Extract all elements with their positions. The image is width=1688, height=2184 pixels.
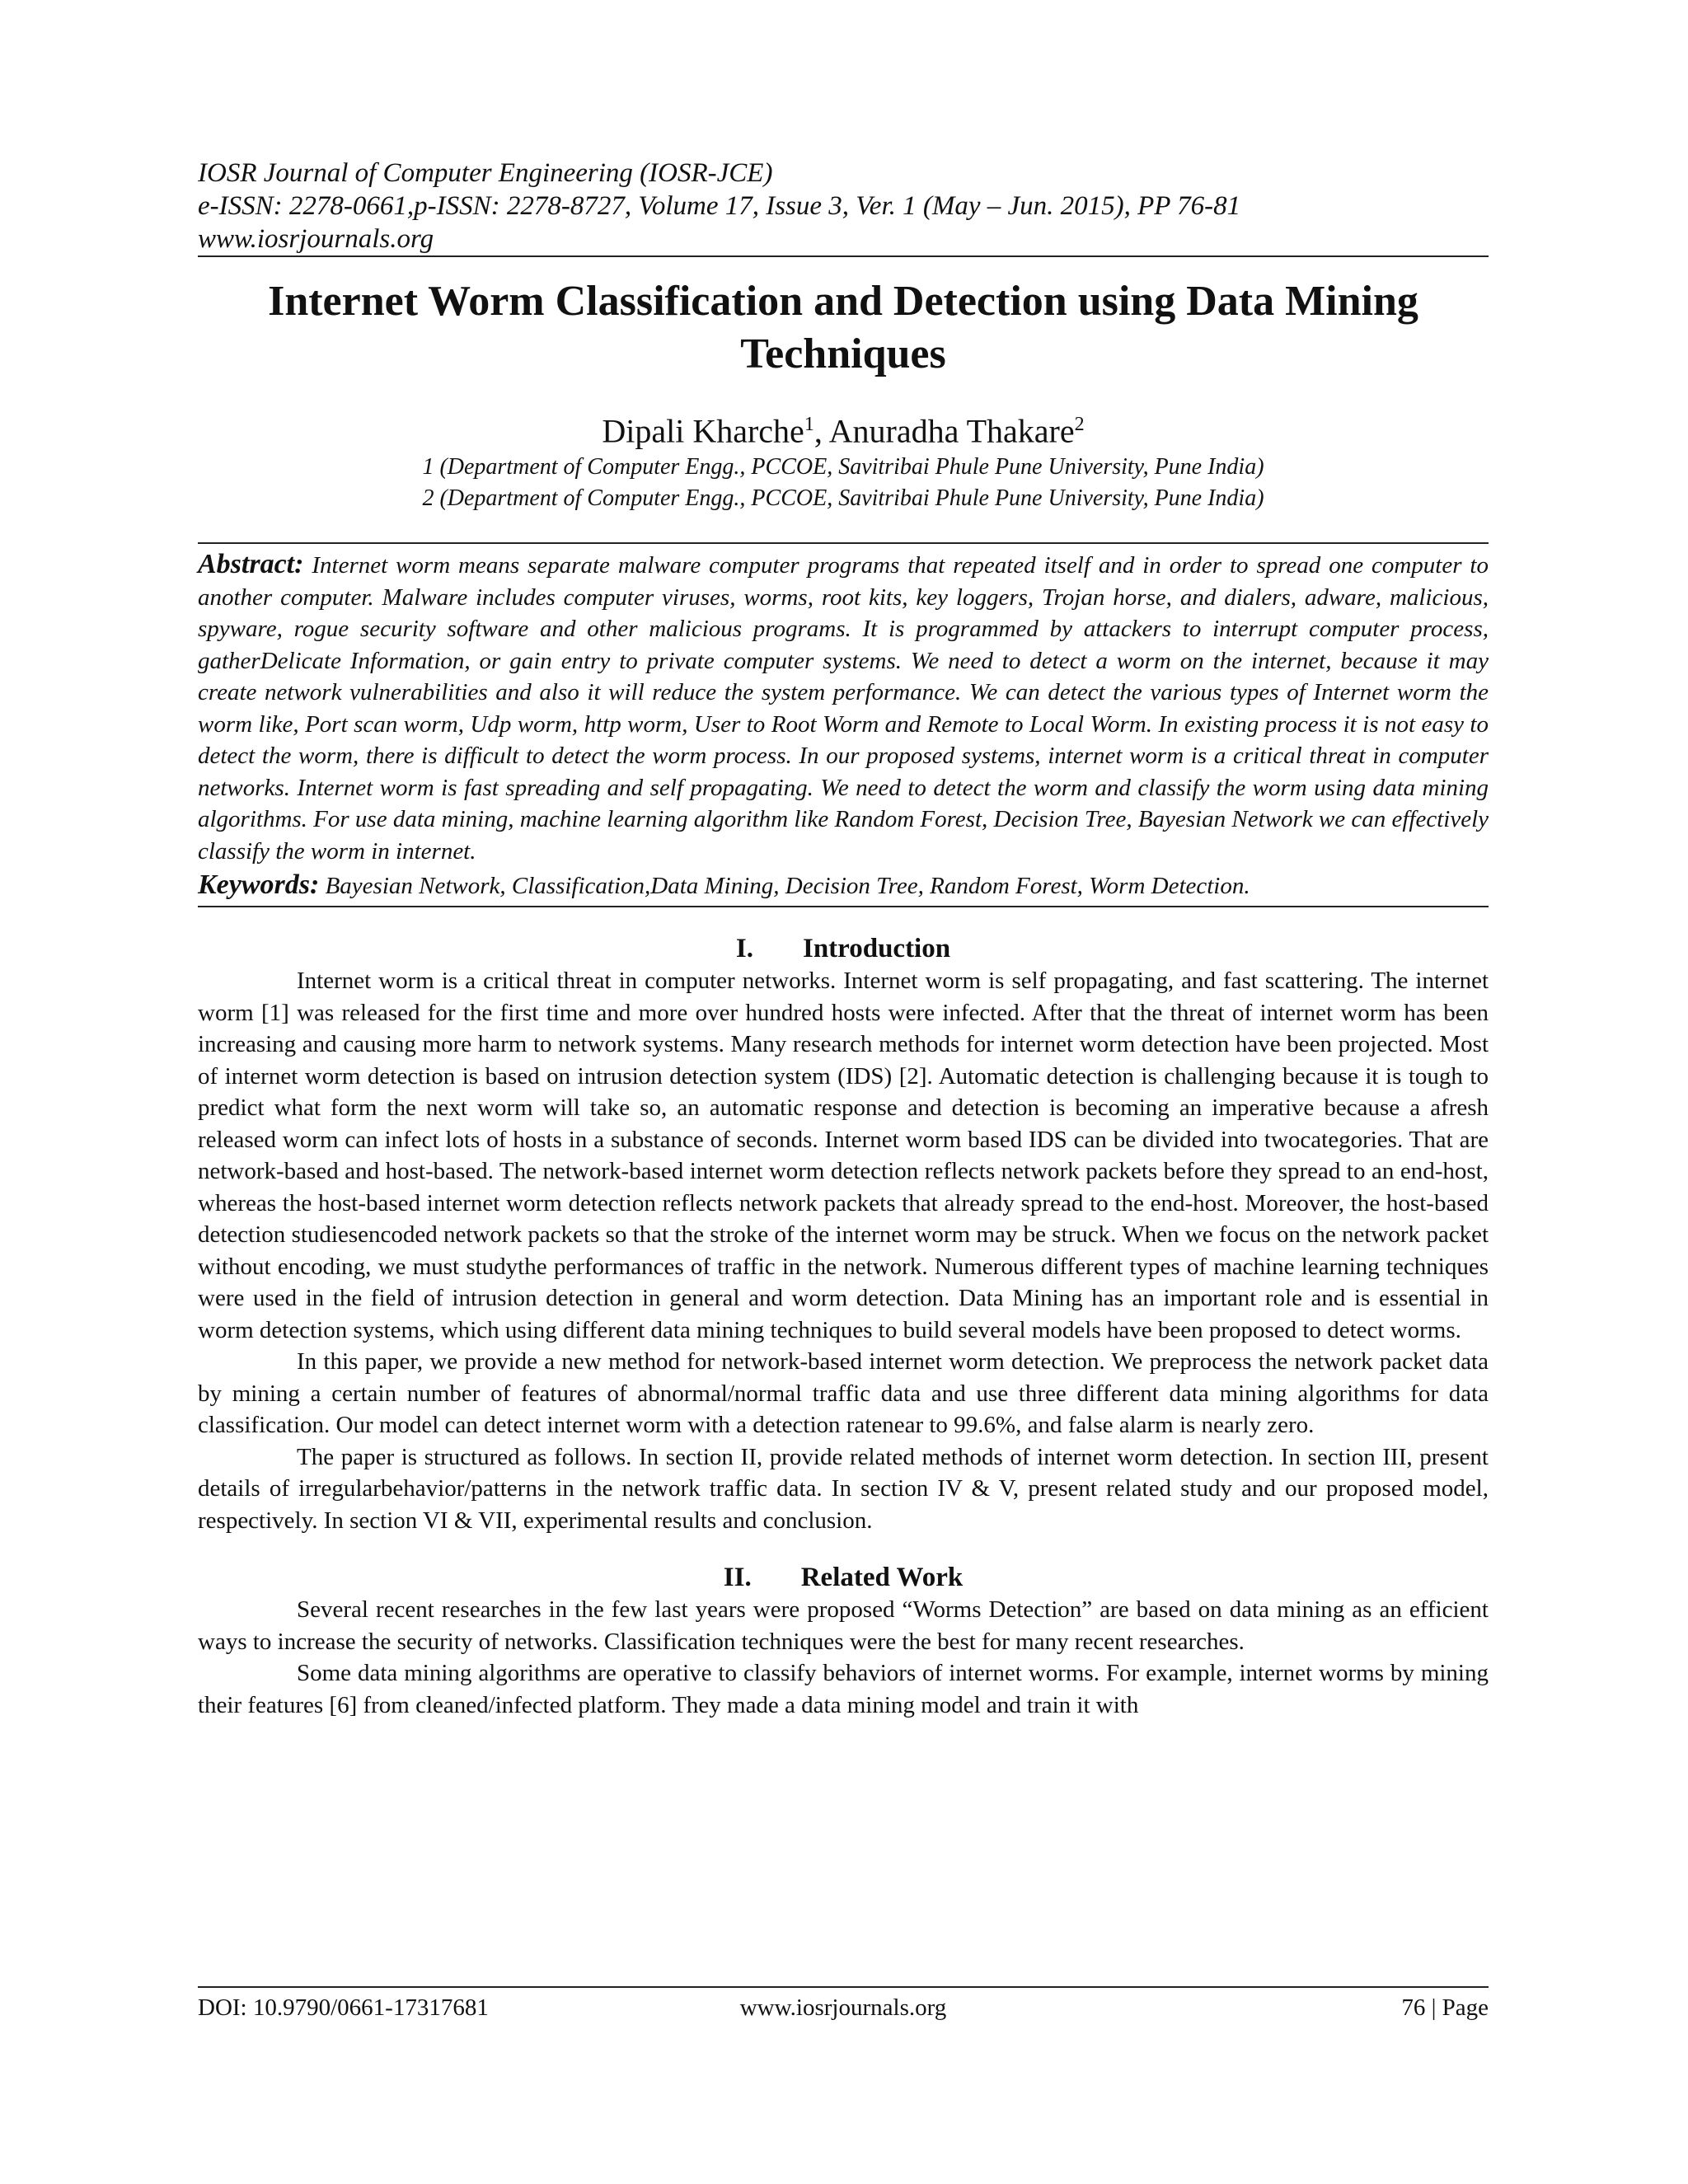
body-paragraph: In this paper, we provide a new method for network-based internet worm detection. We preprocess the network packet data by mining a certain number of features of abnormal/normal traffic data and use three different data mining algorithms for data classification. Our model can detect internet worm with a detection ratenear to 99.6%, and false alarm is nearly zero. xyxy=(198,1348,1489,1439)
abstract-block xyxy=(198,542,1489,907)
author-name: Anuradha Thakare xyxy=(828,412,1075,450)
section-heading xyxy=(198,932,1489,965)
author-line xyxy=(198,404,1489,452)
journal-header xyxy=(198,157,1489,255)
abstract xyxy=(198,549,1489,867)
footer-doi: DOI: 10.9790/0661-17317681 xyxy=(198,1994,489,2021)
page-footer xyxy=(198,1986,1489,2021)
section-heading xyxy=(198,1561,1489,1594)
section-number: II. xyxy=(723,1563,752,1593)
journal-website: www.iosrjournals.org xyxy=(198,224,434,254)
journal-name: IOSR Journal of Computer Engineering (IOSR-JCE) xyxy=(198,158,773,188)
body-paragraph: Internet worm is a critical threat in computer networks. Internet worm is self propagating, and fast scattering. The internet worm [1] was released for the first time and more over hundred hosts were infected. After that the threat of internet worm has been increasing and causing more harm to network systems. Many research methods for internet worm detection have been projected. Most of internet worm detection is based on intrusion detection system (IDS) [2]. Automatic detection is challenging because it is tough to predict what form the next worm will take so, an automatic response and detection is becoming an imperative because a afresh released worm can infect lots of hosts in a substance of seconds. Internet worm based IDS can be divided into twocategories. That are network-based and host-based. The network-based internet worm detection reflects network packets before they spread to an end-host, whereas the host-based internet worm detection reflects network packets that already spread to the end-host. Moreover, the host-based detection studiesencoded network packets so that the stroke of the internet worm may be struck. When we focus on the network packet without encoding, we must studythe performances of traffic in the network. Numerous different types of machine learning techniques were used in the field of intrusion detection in general and worm detection. Data Mining has an important role and is essential in worm detection systems, which using different data mining techniques to build several models have been proposed to detect worms. xyxy=(198,968,1489,1343)
header-rule xyxy=(198,255,1489,257)
paper-page xyxy=(198,157,1489,2052)
keywords xyxy=(198,869,1489,902)
keywords-label: Keywords: xyxy=(198,869,320,901)
abstract-text: Internet worm means separate malware computer programs that repeated itself and in order to spread one computer to another computer. Malware includes computer viruses, worms, root kits, key loggers, Trojan horse, and dialers, adware, malicious, spyware, rogue security software and other malicious programs. It is programmed by attackers to interrupt computer process, gatherDelicate Information, or gain entry to private computer systems. We need to detect a worm on the internet, because it may create network vulnerabilities and also it will reduce the system performance. We can detect the various types of Internet worm the worm like, Port scan worm, Udp worm, http worm, User to Root Worm and Remote to Local Worm. In existing process it is not easy to detect the worm, there is difficult to detect the worm process. In our proposed systems, internet worm is a critical threat in computer networks. Internet worm is fast spreading and self propagating. We need to detect the worm and classify the worm using data mining algorithms. For use data mining, machine learning algorithm like Random Forest, Decision Tree, Bayesian Network we can effectively classify the worm in internet. xyxy=(198,552,1489,865)
affiliation: 1 (Department of Computer Engg., PCCOE, Savitribai Phule Pune University, Pune India) xyxy=(422,454,1264,480)
body-paragraph: Several recent researches in the few last years were proposed “Worms Detection” are based on data mining as an efficient ways to increase the security of networks. Classification techniques were the best for many recent researches. xyxy=(198,1596,1489,1655)
footer-page-number: 76 | Page xyxy=(1401,1994,1489,2021)
abstract-label: Abstract: xyxy=(198,549,304,580)
author-affil-mark: 1 xyxy=(804,414,814,435)
body-paragraph: The paper is structured as follows. In section II, provide related methods of internet worm detection. In section III, present details of irregularbehavior/patterns in the network traffic data. In section IV & V, present related study and our proposed model, respectively. In section VI & VII, experimental results and conclusion. xyxy=(198,1443,1489,1534)
author-name: Dipali Kharche xyxy=(602,412,804,450)
issn-line: e-ISSN: 2278-0661,p-ISSN: 2278-8727, Volume 17, Issue 3, Ver. 1 (May – Jun. 2015), PP 76-81 xyxy=(198,191,1241,221)
section-number: I. xyxy=(735,934,753,964)
section-title: Introduction xyxy=(802,934,951,964)
section-title: Related Work xyxy=(800,1563,964,1593)
footer-website: www.iosrjournals.org xyxy=(739,1994,947,2021)
body-paragraph: Some data mining algorithms are operative to classify behaviors of internet worms. For example, internet worms by mining their features [6] from cleaned/infected platform. They made a data mining model and train it with xyxy=(198,1660,1489,1718)
affiliation: 2 (Department of Computer Engg., PCCOE, Savitribai Phule Pune University, Pune India) xyxy=(422,485,1264,512)
author-separator: , xyxy=(814,412,829,450)
paper-title: Internet Worm Classification and Detection using Data Mining Techniques xyxy=(268,278,1418,377)
author-affil-mark: 2 xyxy=(1074,414,1085,435)
keywords-text: Bayesian Network, Classification,Data Mining, Decision Tree, Random Forest, Worm Detection. xyxy=(319,873,1250,900)
